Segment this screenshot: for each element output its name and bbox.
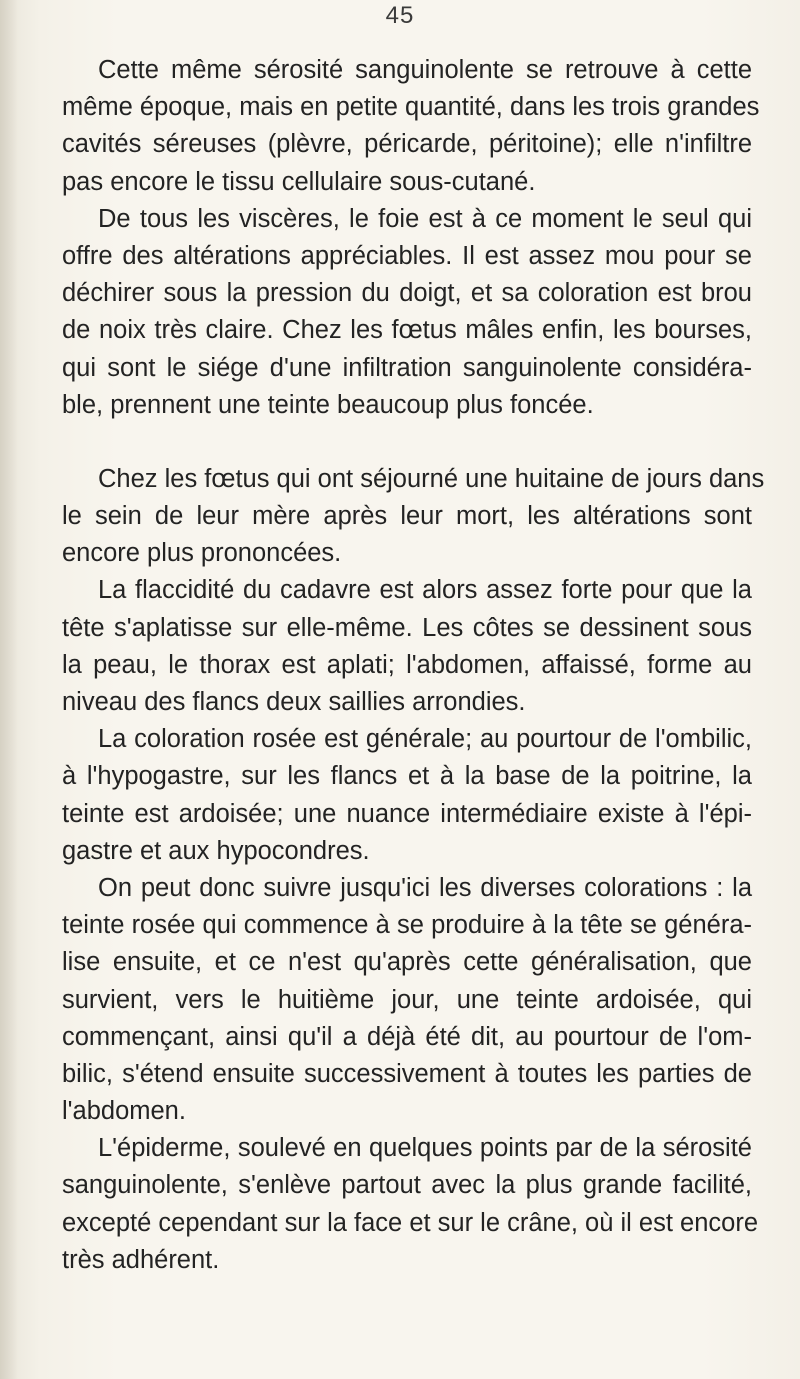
text-line: L'épiderme, soulevé en quelques points par de la sérosité xyxy=(98,1134,752,1163)
text-line: Chez les fœtus qui ont séjourné une huitaine de jours dans xyxy=(98,464,765,493)
page-number: 45 xyxy=(385,2,415,29)
text-line: déchirer sous la pression du doigt, et sa coloration est brou xyxy=(62,279,752,308)
text-line: ble, prennent une teinte beaucoup plus foncée. xyxy=(62,390,594,419)
text-line: très adhérent. xyxy=(62,1245,220,1274)
text-line: niveau des flancs deux saillies arrondies. xyxy=(62,688,526,716)
text-line: même époque, mais en petite quantité, dans les trois grandes xyxy=(62,93,760,122)
text-line: à l'hypogastre, sur les flancs et à la base de la poitrine, la xyxy=(62,762,752,791)
text-line: l'abdomen. xyxy=(62,1097,186,1126)
text-line: offre des altérations appréciables. Il est assez mou pour se xyxy=(62,241,752,270)
paragraph-7 xyxy=(62,1130,758,1279)
text-line: teinte rosée qui commence à se produire à la tête se généra- xyxy=(62,911,752,940)
paragraph-gap xyxy=(62,424,752,461)
text-line: gastre et aux hypocondres. xyxy=(62,836,370,865)
paragraph-6 xyxy=(62,870,752,1130)
paragraph-2 xyxy=(62,201,752,424)
text-line: De tous les viscères, le foie est à ce moment le seul qui xyxy=(98,204,752,233)
text-line: cavités séreuses (plèvre, péricarde, péritoine); elle n'infiltre xyxy=(62,130,752,159)
text-line: le sein de leur mère après leur mort, les altérations sont xyxy=(62,502,752,531)
text-line: de noix très claire. Chez les fœtus mâles enfin, les bourses, xyxy=(62,316,752,345)
paragraph-1 xyxy=(62,52,760,201)
text-line: la peau, le thorax est aplati; l'abdomen, affaissé, forme au xyxy=(62,650,752,679)
text-line: lise ensuite, et ce n'est qu'après cette généralisation, que xyxy=(62,948,752,977)
paragraph-3 xyxy=(62,461,765,573)
text-line: La flaccidité du cadavre est alors assez forte pour que la xyxy=(98,576,752,605)
text-line: qui sont le siége d'une infiltration sanguinolente considéra- xyxy=(62,353,752,382)
text-line: La coloration rosée est générale; au pourtour de l'ombilic, xyxy=(98,725,752,754)
text-line: tête s'aplatisse sur elle-même. Les côtes se dessinent sous xyxy=(62,613,752,642)
text-line: teinte est ardoisée; une nuance intermédiaire existe à l'épi- xyxy=(62,799,752,828)
text-line: On peut donc suivre jusqu'ici les diverses colorations : la xyxy=(98,873,752,902)
text-line: commençant, ainsi qu'il a déjà été dit, au pourtour de l'om- xyxy=(62,1022,752,1051)
text-line: encore plus prononcées. xyxy=(62,539,342,568)
text-line: excepté cependant sur la face et sur le crâne, où il est encore xyxy=(62,1208,758,1237)
paragraph-5 xyxy=(62,721,752,870)
text-line: survient, vers le huitième jour, une teinte ardoisée, qui xyxy=(62,985,752,1014)
text-line: Cette même sérosité sanguinolente se retrouve à cette xyxy=(98,56,752,84)
body-text xyxy=(62,52,765,1279)
text-line: bilic, s'étend ensuite successivement à toutes les parties de xyxy=(62,1059,752,1088)
paragraph-4 xyxy=(62,572,752,721)
page-gutter-shadow xyxy=(0,0,18,1379)
text-line: sanguinolente, s'enlève partout avec la plus grande facilité, xyxy=(62,1171,752,1200)
text-line: pas encore le tissu cellulaire sous-cutané. xyxy=(62,167,536,196)
